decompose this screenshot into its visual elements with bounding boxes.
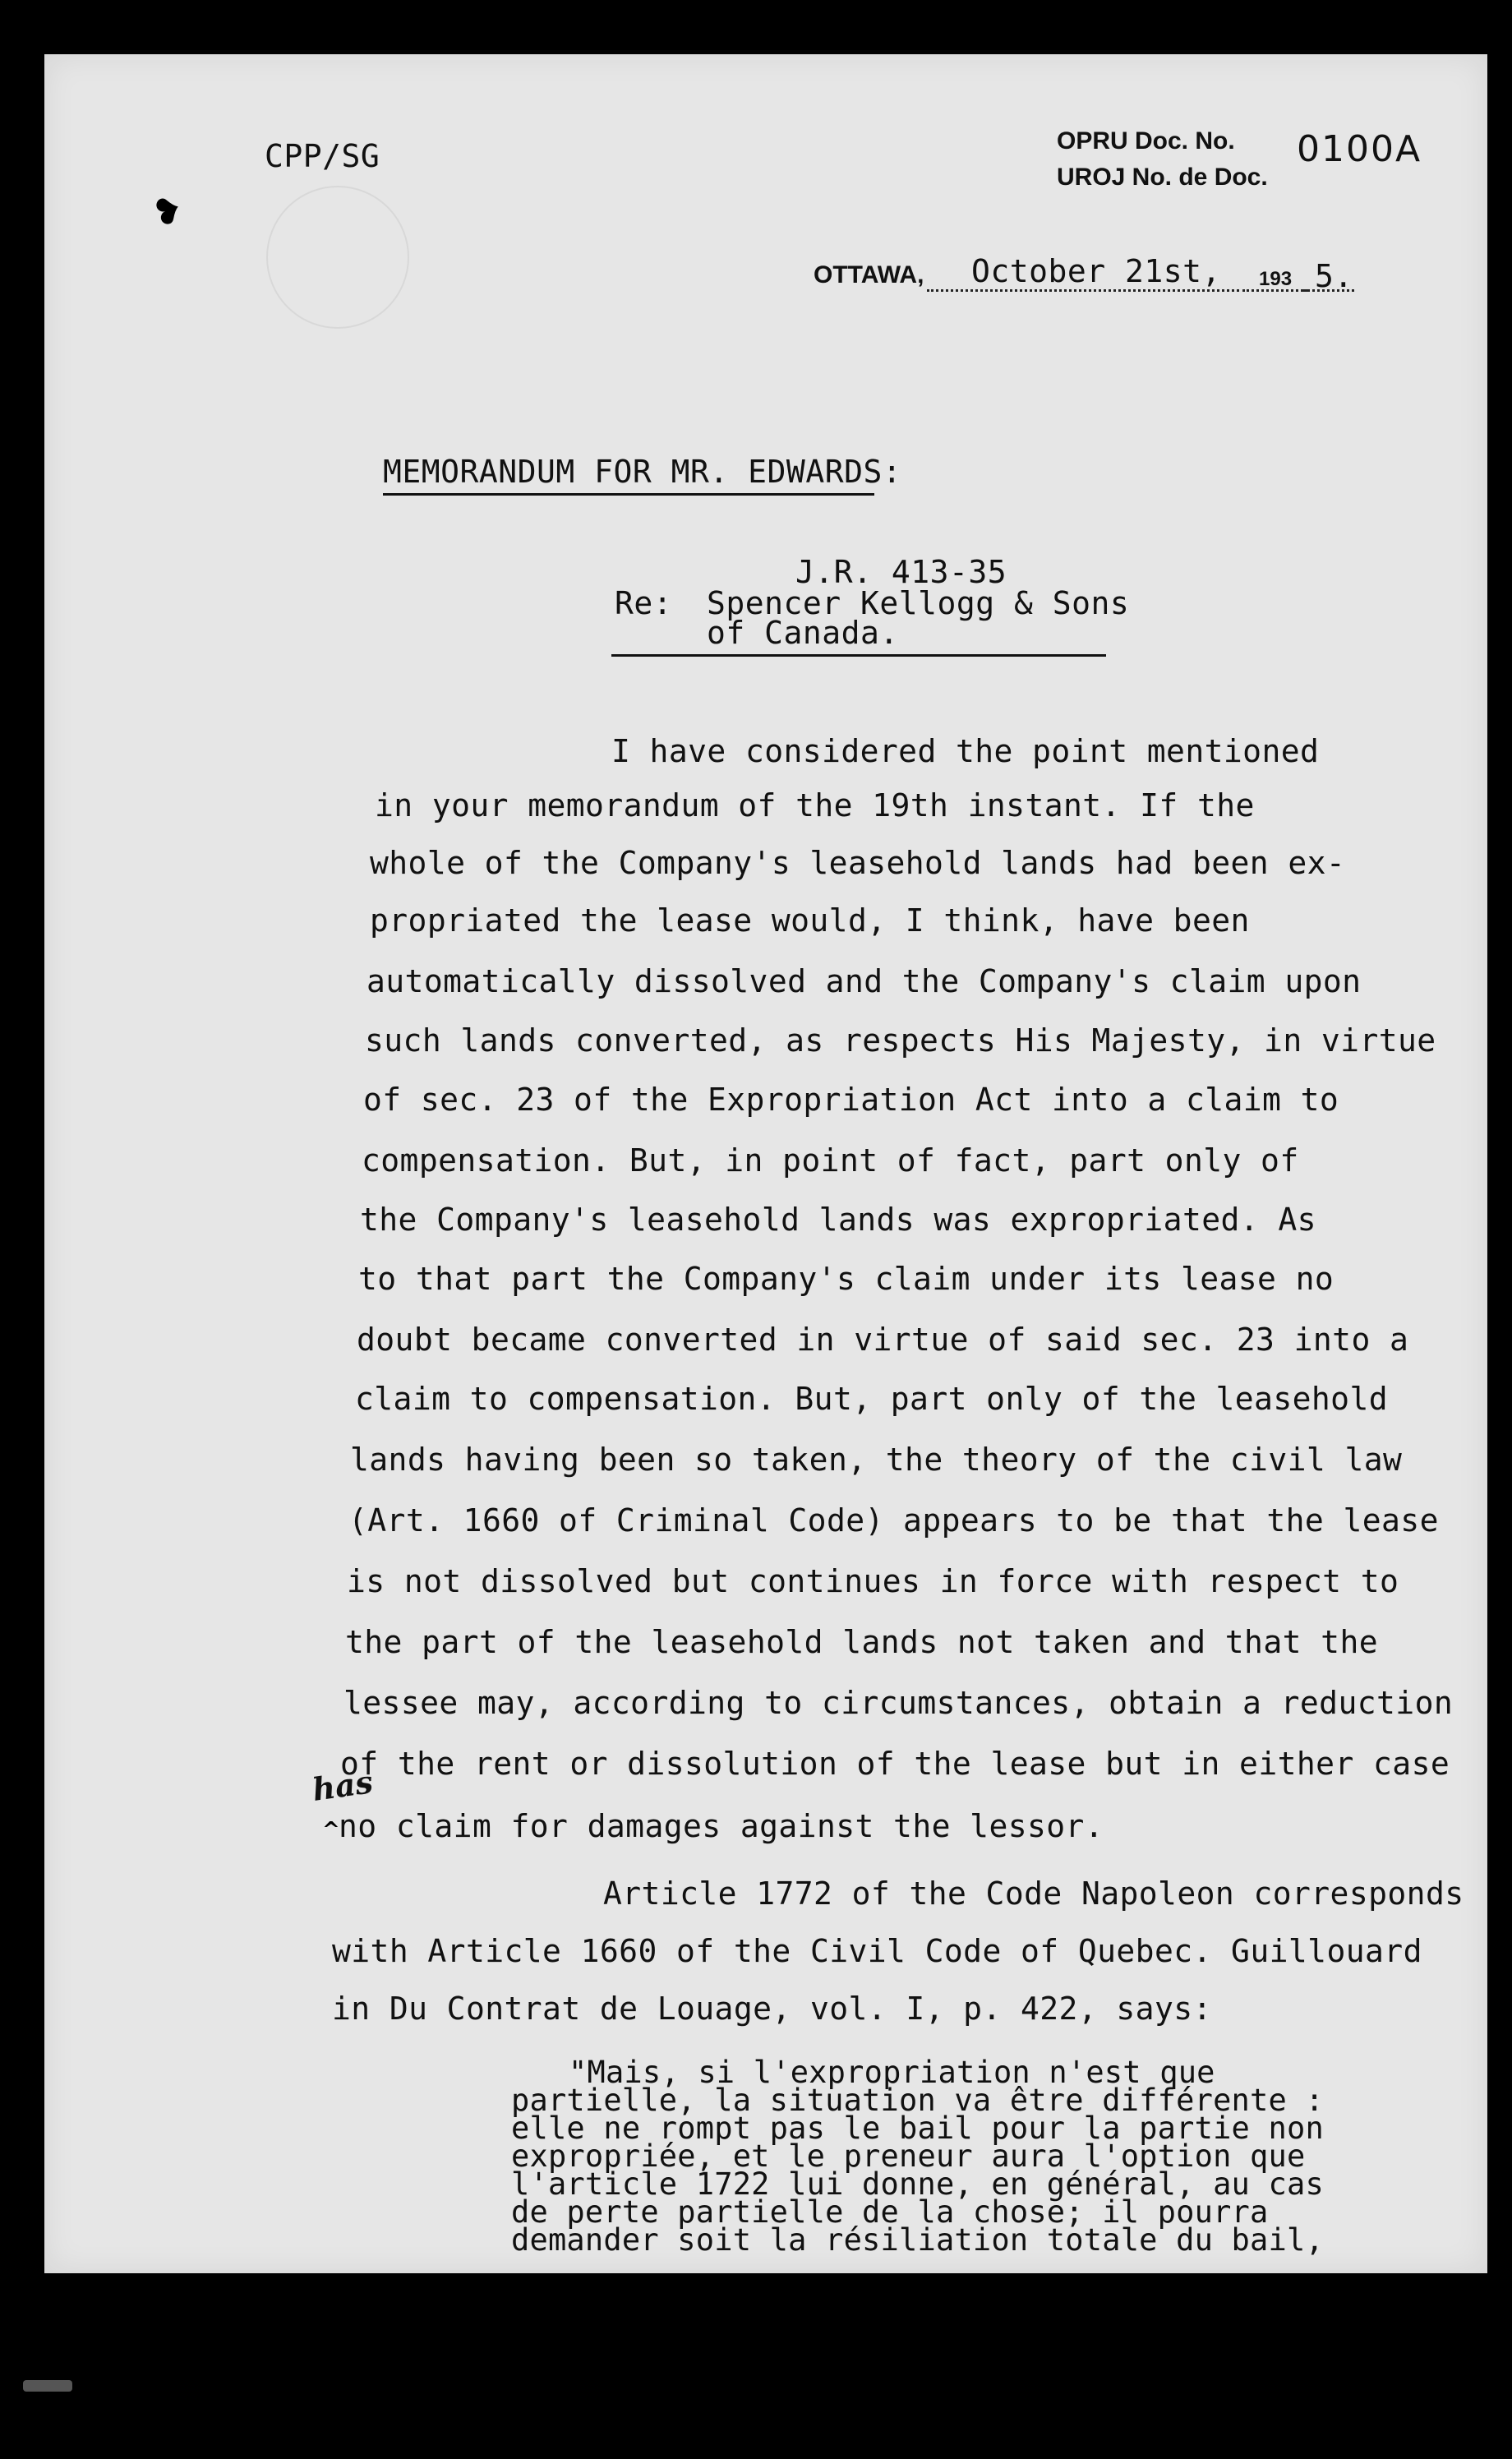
memo-heading: MEMORANDUM FOR MR. EDWARDS: <box>383 454 902 490</box>
memo-heading-underline <box>383 493 874 496</box>
para-line: doubt became converted in virtue of said sec. 23 into a <box>357 1322 1409 1358</box>
para-line: in your memorandum of the 19th instant. If the <box>375 787 1255 824</box>
re-subject-line2: of Canada. <box>707 615 899 651</box>
quote-line: partielle, la situation va être différente : <box>511 2083 1324 2118</box>
year-suffix: 5. <box>1315 258 1353 294</box>
para-line: of sec. 23 of the Expropriation Act into a claim to <box>363 1082 1339 1118</box>
ottawa-label: OTTAWA, <box>814 261 924 288</box>
para-line: lessee may, according to circumstances, obtain a reduction <box>343 1685 1454 1721</box>
para-line: of the rent or dissolution of the lease but in either case <box>340 1746 1450 1782</box>
film-edge-mark <box>23 2380 72 2392</box>
file-reference: J.R. 413-35 <box>795 554 1007 590</box>
para-line: (Art. 1660 of Criminal Code) appears to be that the lease <box>348 1502 1439 1539</box>
para-line: Article 1772 of the Code Napoleon corresponds <box>603 1875 1464 1912</box>
ink-dot-icon: • <box>1247 2293 1262 2320</box>
quote-line: "Mais, si l'expropriation n'est que <box>569 2055 1215 2090</box>
doc-no-label-en: OPRU Doc. No. <box>1057 127 1235 155</box>
para-line: lands having been so taken, the theory of the civil law <box>350 1442 1403 1478</box>
ink-mark-icon: ❥ <box>146 187 190 237</box>
para-line: claim to compensation. But, part only of the leasehold <box>355 1381 1389 1417</box>
doc-no-value: 0100A <box>1297 128 1422 170</box>
re-label: Re: <box>615 585 673 621</box>
para-line: with Article 1660 of the Civil Code of Quebec. Guillouard <box>332 1933 1422 1969</box>
faint-seal-stamp <box>266 186 409 329</box>
doc-no-label-fr: UROJ No. de Doc. <box>1057 164 1268 191</box>
para-line: the part of the leasehold lands not taken and that the <box>345 1624 1379 1660</box>
date-text: October 21st, <box>971 253 1221 289</box>
initials: CPP/SG <box>265 138 380 174</box>
date-dotted-line <box>927 289 1239 292</box>
para-line: such lands converted, as respects His Majesty, in virtue <box>365 1022 1436 1059</box>
quote-line: expropriée, et le preneur aura l'option que <box>511 2138 1306 2174</box>
quote-line: demander soit la résiliation totale du bail, <box>511 2222 1324 2258</box>
para-line: propriated the lease would, I think, have been <box>370 902 1250 939</box>
quote-line: elle ne rompt pas le bail pour la partie non <box>511 2111 1324 2146</box>
para-line: is not dissolved but continues in force with respect to <box>347 1563 1399 1599</box>
para-line: the Company's leasehold lands was expropriated. As <box>360 1202 1316 1238</box>
para-line: compensation. But, in point of fact, part only of <box>362 1142 1299 1179</box>
re-underline <box>611 654 1106 657</box>
quote-line: de perte partielle de la chose; il pourra <box>511 2194 1269 2230</box>
para-line: whole of the Company's leasehold lands had been ex- <box>370 845 1346 881</box>
para-line: automatically dissolved and the Company's claim upon <box>366 963 1362 999</box>
year-prefix: 193 <box>1259 268 1293 290</box>
para-line: to that part the Company's claim under its lease no <box>358 1261 1335 1297</box>
caret-insertion-icon: ^ <box>322 1818 340 1843</box>
re-subject-line1: Spencer Kellogg & Sons <box>707 585 1130 621</box>
para-line: I have considered the point mentioned <box>611 733 1320 769</box>
handwritten-insertion: has <box>310 1763 376 1808</box>
para-line: in Du Contrat de Louage, vol. I, p. 422, says: <box>332 1991 1212 2027</box>
para-line: no claim for damages against the lessor. <box>339 1808 1104 1844</box>
quote-line: l'article 1722 lui donne, en général, au cas <box>511 2166 1324 2202</box>
